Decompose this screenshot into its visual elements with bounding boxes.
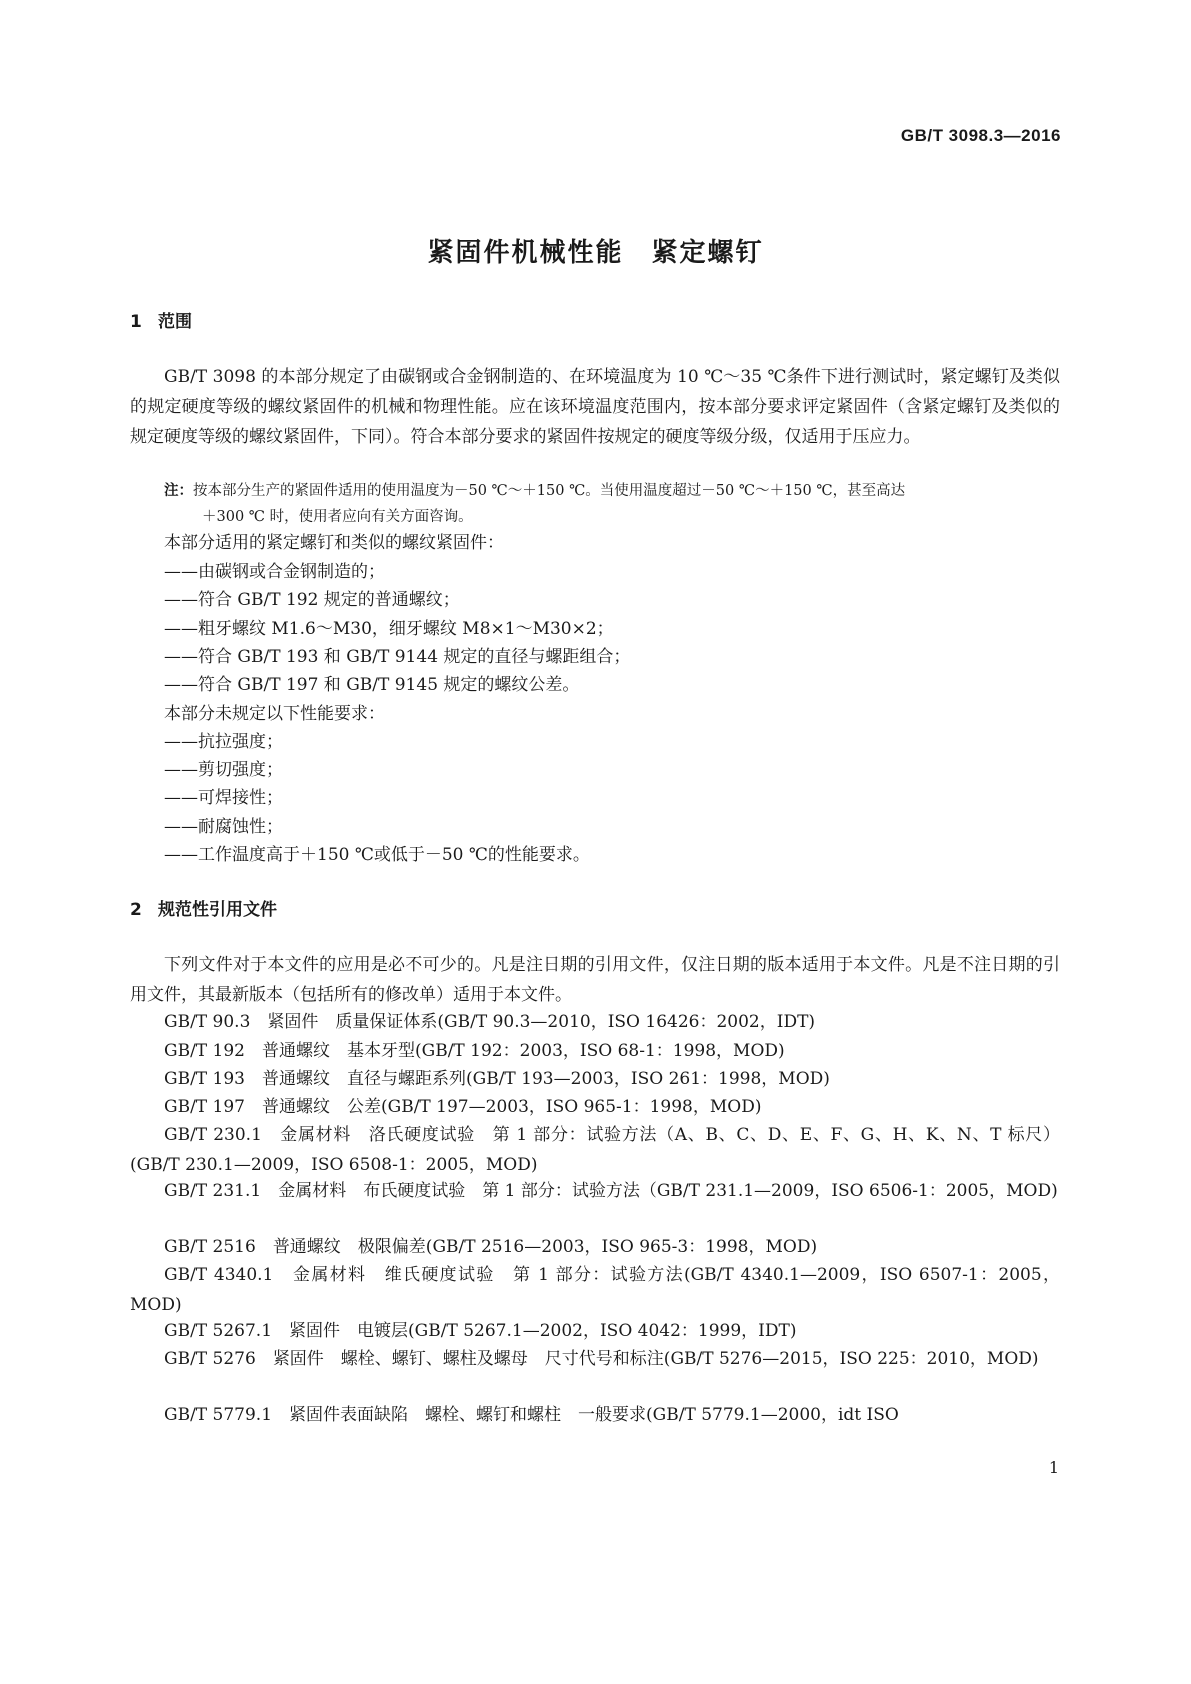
note-label: 注：: [164, 483, 193, 499]
reference-item: [164, 1232, 817, 1262]
reference-text: 金属材料 洛氏硬度试验 第 1 部分：试验方法（A、B、C、D、E、F、G、H、K、N、T 标尺）(GB/T 230.1—2009，ISO 6508-1：2005，MOD): [130, 1125, 1060, 1175]
list-item: ——符合 GB/T 193 和 GB/T 9144 规定的直径与螺距组合；: [164, 647, 631, 667]
reference-code: GB/T 197: [164, 1097, 245, 1117]
reference-item: [130, 1260, 1060, 1320]
reference-code: GB/T 192: [164, 1041, 245, 1061]
standard-code: GB/T 3098.3—2016: [900, 126, 1061, 145]
scope-paragraph: GB/T 3098 的本部分规定了由碳钢或合金钢制造的、在环境温度为 10 ℃～35 ℃条件下进行测试时，紧定螺钉及类似的规定硬度等级的螺纹紧固件的机械和物理性能。应在该环境温度范围内，按本部分要求评定紧固件（含紧定螺钉及类似的规定硬度等级的螺纹紧固件，下同）。符合本部分要求的紧固件按规定的硬度等级分级，仅适用于压应力。: [130, 367, 1060, 447]
reference-text: 紧固件 电镀层(GB/T 5267.1—2002，ISO 4042：1999，IDT): [289, 1321, 797, 1341]
list-item: ——符合 GB/T 192 规定的普通螺纹；: [164, 590, 460, 610]
section-2-heading: [130, 895, 277, 920]
reference-code: GB/T 230.1: [164, 1125, 262, 1145]
list-item: ——耐腐蚀性；: [164, 817, 283, 837]
reference-code: GB/T 231.1: [164, 1181, 262, 1201]
normative-intro: 下列文件对于本文件的应用是必不可少的。凡是注日期的引用文件，仅注日期的版本适用于本文件。凡是不注日期的引用文件，其最新版本（包括所有的修改单）适用于本文件。: [130, 955, 1060, 1005]
reference-code: GB/T 90.3: [164, 1012, 251, 1032]
list-item: ——可焊接性；: [164, 788, 283, 808]
list-item: ——由碳钢或合金钢制造的；: [164, 562, 385, 582]
section-1-number: 1: [130, 312, 142, 332]
section-1-heading: [130, 307, 192, 332]
reference-code: GB/T 4340.1: [164, 1265, 274, 1285]
section-2-number: 2: [130, 900, 142, 920]
reference-code: GB/T 193: [164, 1069, 245, 1089]
reference-code: GB/T 2516: [164, 1237, 256, 1257]
reference-item: [164, 1092, 761, 1122]
reference-text: 普通螺纹 极限偏差(GB/T 2516—2003，ISO 965-3：1998，MOD): [272, 1237, 818, 1257]
reference-text: 紧固件表面缺陷 螺栓、螺钉和螺柱 一般要求(GB/T 5779.1—2000，idt ISO: [289, 1405, 899, 1425]
not-specified-intro: 本部分未规定以下性能要求：: [164, 704, 385, 724]
reference-item: [164, 1064, 830, 1094]
reference-item: [130, 1120, 1060, 1180]
section-2-title: 规范性引用文件: [158, 900, 277, 920]
reference-item: [164, 1007, 815, 1037]
scope-note: [164, 478, 1060, 504]
reference-item: [164, 1316, 797, 1346]
document-title: 紧固件机械性能 紧定螺钉: [427, 238, 764, 268]
reference-item: [164, 1400, 899, 1430]
list-item: ——粗牙螺纹 M1.6～M30，细牙螺纹 M8×1～M30×2；: [164, 619, 614, 639]
reference-text: 金属材料 布氏硬度试验 第 1 部分：试验方法（GB/T 231.1—2009，ISO 6506-1：2005，MOD): [278, 1181, 1058, 1201]
applies-intro: 本部分适用的紧定螺钉和类似的螺纹紧固件：: [164, 533, 504, 553]
page-number: 1: [1048, 1458, 1059, 1477]
reference-text: 普通螺纹 基本牙型(GB/T 192：2003，ISO 68-1：1998，MOD): [262, 1041, 785, 1061]
list-item: ——符合 GB/T 197 和 GB/T 9145 规定的螺纹公差。: [164, 675, 580, 695]
list-item: ——抗拉强度；: [164, 732, 283, 752]
note-line-2: ＋300 ℃ 时，使用者应向有关方面咨询。: [202, 509, 473, 525]
reference-item: [130, 1344, 1060, 1374]
reference-item: [130, 1176, 1060, 1206]
reference-item: [164, 1036, 785, 1066]
list-item: ——剪切强度；: [164, 760, 283, 780]
reference-code: GB/T 5267.1: [164, 1321, 273, 1341]
list-item: ——工作温度高于＋150 ℃或低于－50 ℃的性能要求。: [164, 845, 590, 865]
reference-code: GB/T 5276: [164, 1349, 256, 1369]
reference-text: 普通螺纹 公差(GB/T 197—2003，ISO 965-1：1998，MOD): [262, 1097, 762, 1117]
reference-code: GB/T 5779.1: [164, 1405, 273, 1425]
reference-text: 金属材料 维氏硬度试验 第 1 部分：试验方法(GB/T 4340.1—2009，ISO 6507-1：2005，MOD): [130, 1265, 1060, 1315]
reference-text: 紧固件 螺栓、螺钉、螺柱及螺母 尺寸代号和标注(GB/T 5276—2015，ISO 225：2010，MOD): [272, 1349, 1039, 1369]
reference-text: 紧固件 质量保证体系(GB/T 90.3—2010，ISO 16426：2002，IDT): [267, 1012, 816, 1032]
reference-text: 普通螺纹 直径与螺距系列(GB/T 193—2003，ISO 261：1998，MOD): [262, 1069, 830, 1089]
section-1-title: 范围: [158, 312, 192, 332]
note-line-1: 按本部分生产的紧固件适用的使用温度为－50 ℃～＋150 ℃。当使用温度超过－50 ℃～＋150 ℃，甚至高达: [193, 483, 906, 499]
